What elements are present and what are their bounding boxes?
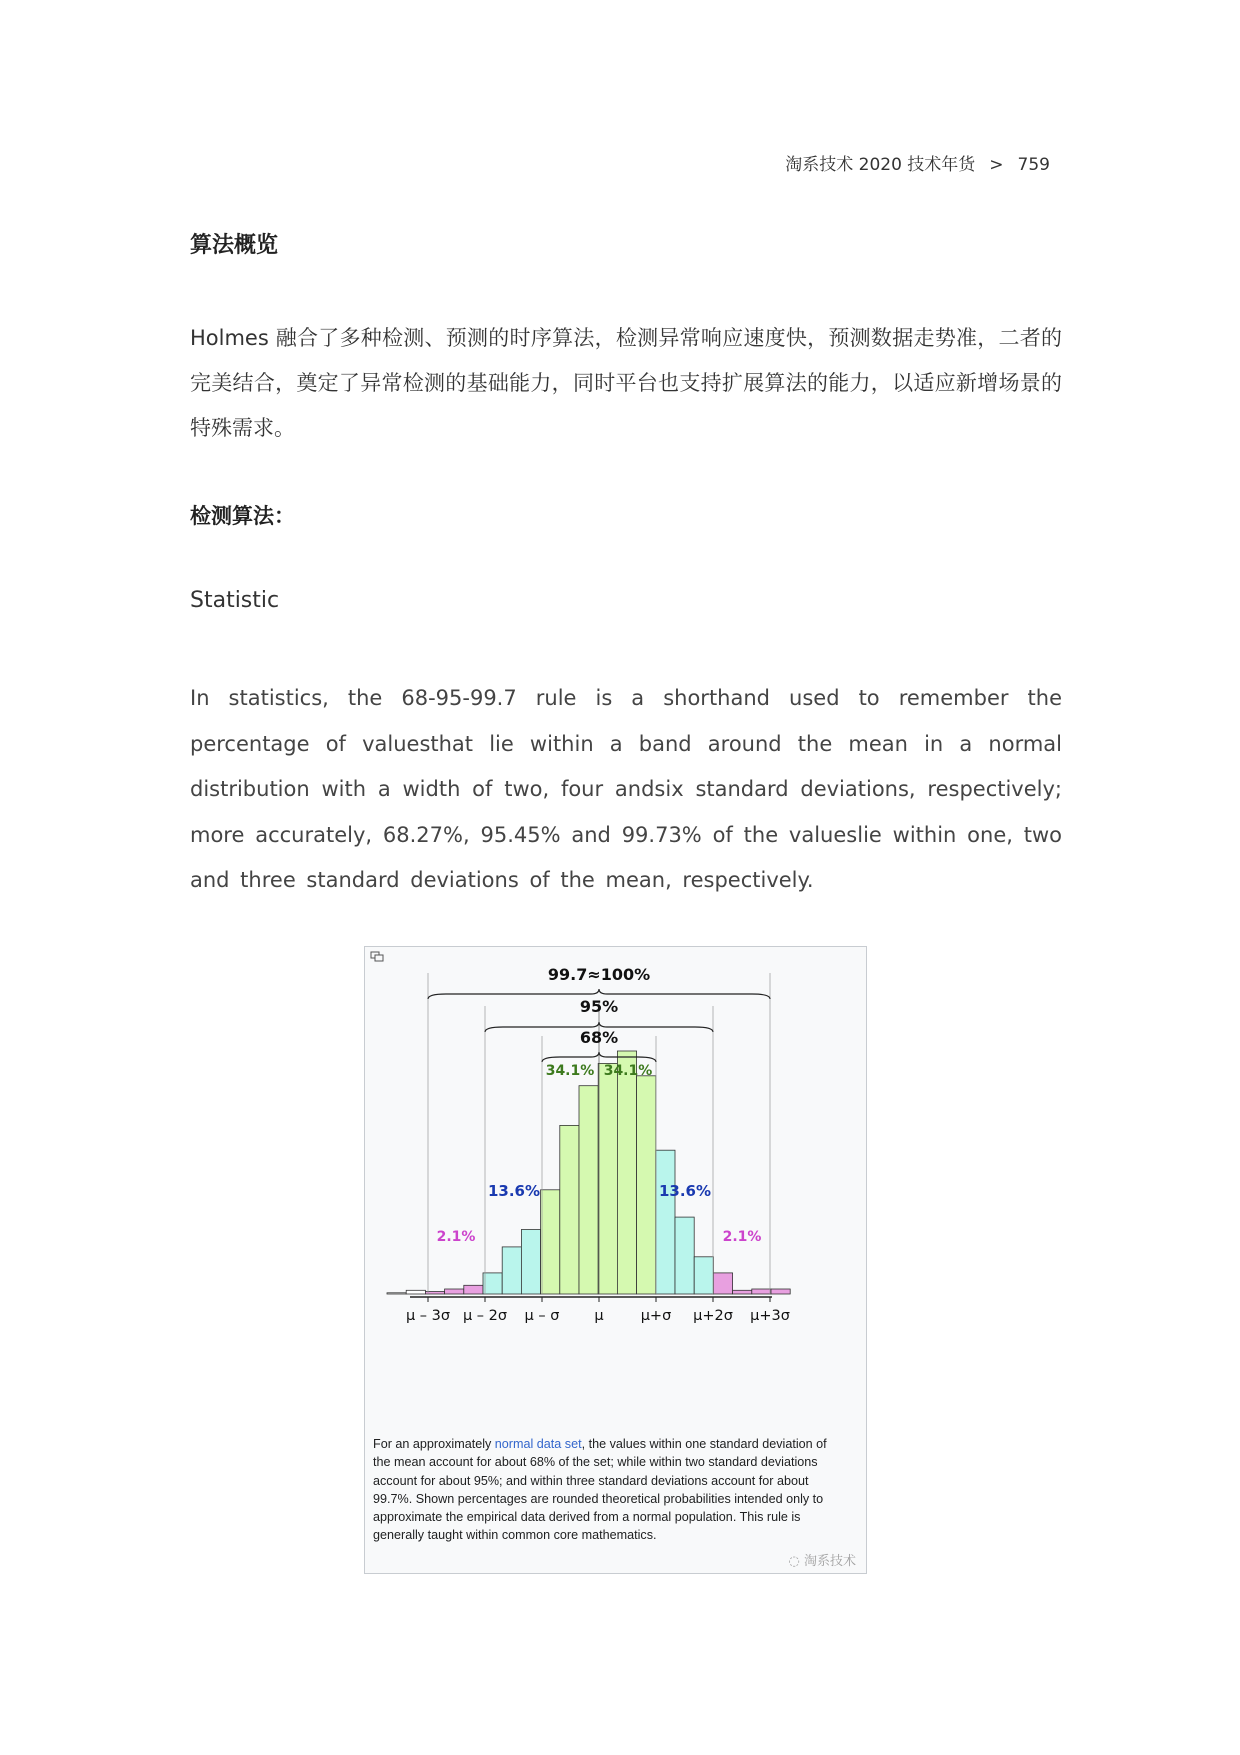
statistic-paragraph: In statistics, the 68-95-99.7 rule is a shorthand used to remember the percentage of valuesthat lie within a band around the mean in a normal distribution with a width of two, four andsix standard deviations, respectively; more accurately, 68.27%, 95.45% and 99.73% of the valueslie within one, two and three standard deviations of the mean, respectively. xyxy=(190,686,1062,892)
x-tick-label: μ+3σ xyxy=(750,1308,790,1324)
publication-title: 淘系技术 2020 技术年货 xyxy=(785,155,976,175)
section-title-overview: 算法概览 xyxy=(190,233,279,258)
histogram-bar xyxy=(752,1289,771,1294)
histogram-bar xyxy=(502,1247,521,1294)
histogram-bar xyxy=(713,1273,732,1294)
histogram-bar xyxy=(637,1076,656,1294)
watermark-text: 淘系技术 xyxy=(803,1554,856,1569)
histogram-bar xyxy=(656,1150,675,1294)
caption-text-start: For an approximately xyxy=(373,1437,495,1451)
caption-text-rest: , the values within one standard deviation of the mean account for about 68% of the set; while within two standard deviations account for about 95%; and within three standard deviations account for about 99.7%. Shown percentages are rounded theoretical probabilities intended only to approximate the empirical data derived from a normal population. This rule is generally taught within common core mathematics. xyxy=(373,1437,827,1543)
normal-data-set-link[interactable]: normal data set xyxy=(494,1437,582,1451)
histogram-bar xyxy=(675,1217,694,1294)
overview-paragraph: Holmes 融合了多种检测、预测的时序算法，检测异常响应速度快，预测数据走势准，二者的完美结合，奠定了异常检测的基础能力，同时平台也支持扩展算法的能力，以适应新增场景的特殊需求。 xyxy=(190,326,1062,440)
watermark xyxy=(789,1550,857,1569)
header-separator: > xyxy=(989,155,1004,175)
histogram-bar xyxy=(598,1063,617,1294)
page-number: 759 xyxy=(1017,155,1050,175)
region-label-outer-right: 2.1% xyxy=(722,1229,762,1245)
x-tick-label: μ – 2σ xyxy=(462,1308,508,1324)
x-tick-label: μ – σ xyxy=(524,1308,560,1324)
x-tick-label: μ – 3σ xyxy=(405,1308,451,1324)
region-label-inner-left: 34.1% xyxy=(545,1063,595,1079)
x-tick-label: μ+σ xyxy=(640,1308,672,1324)
x-tick-label: μ+2σ xyxy=(693,1308,733,1324)
histogram-bar xyxy=(387,1293,406,1294)
region-label-mid-right: 13.6% xyxy=(658,1182,712,1200)
histogram-bar xyxy=(733,1290,752,1294)
region-label-mid-left: 13.6% xyxy=(487,1182,541,1200)
brace-label-68: 68% xyxy=(579,1028,619,1047)
section-title-detection: 检测算法： xyxy=(190,504,295,528)
histogram-bar xyxy=(541,1190,560,1294)
histogram-bar xyxy=(464,1285,483,1294)
histogram-bar xyxy=(579,1086,598,1294)
wechat-icon: ◌ xyxy=(788,1554,804,1569)
figure-normal-distribution xyxy=(364,946,867,1574)
region-label-inner-right: 34.1% xyxy=(603,1063,653,1079)
histogram-bar xyxy=(445,1289,464,1294)
brace-label-99-7: 99.7≈100% xyxy=(547,965,651,984)
enlarge-icon[interactable] xyxy=(370,951,384,963)
histogram-bar xyxy=(694,1257,713,1294)
histogram-bar xyxy=(617,1051,636,1294)
brace-label-95: 95% xyxy=(579,997,619,1016)
x-tick-label: μ xyxy=(594,1308,604,1324)
histogram-bar xyxy=(483,1273,502,1294)
region-label-outer-left: 2.1% xyxy=(436,1229,476,1245)
running-header xyxy=(785,150,1050,175)
figure-caption xyxy=(373,1435,828,1545)
subsection-title-statistic: Statistic xyxy=(190,588,280,613)
histogram-bar xyxy=(771,1289,790,1294)
histogram-bar xyxy=(521,1230,540,1295)
histogram-bar xyxy=(560,1125,579,1294)
histogram-bar xyxy=(406,1290,425,1294)
normal-distribution-chart xyxy=(370,951,862,1431)
